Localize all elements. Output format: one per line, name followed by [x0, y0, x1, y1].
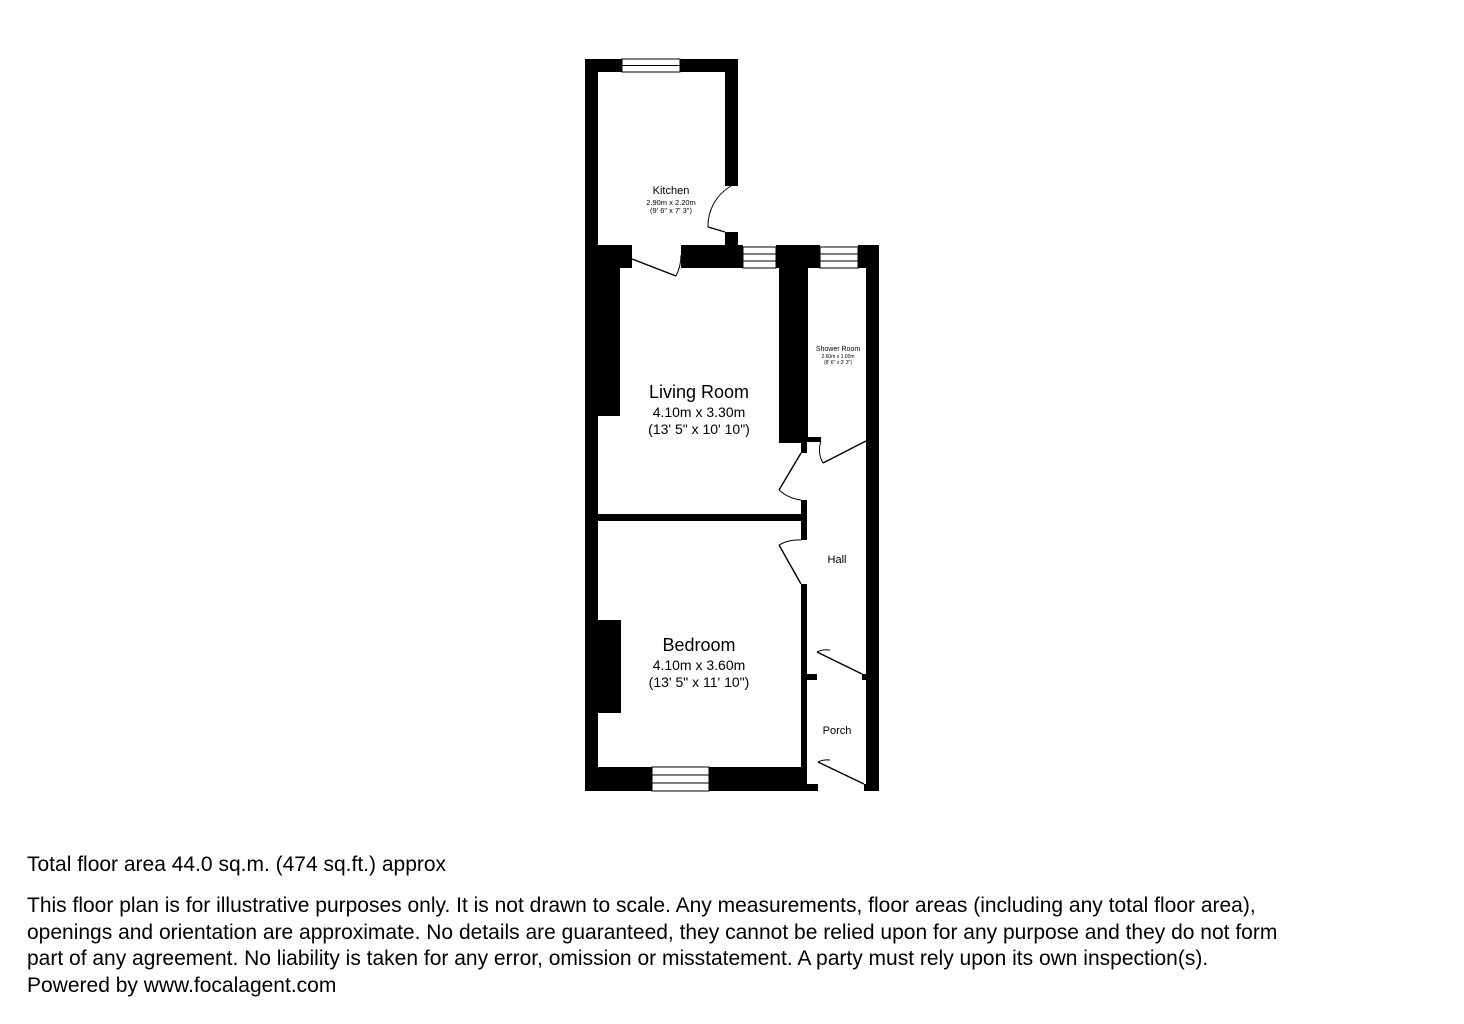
bedroom-name: Bedroom	[662, 635, 736, 655]
shower-room-window	[820, 247, 858, 268]
shower-room-door	[819, 441, 866, 463]
living-room-metric: 4.10m x 3.30m	[652, 404, 746, 420]
front-door	[818, 760, 864, 784]
shower-room-name: Shower Room	[815, 346, 861, 353]
porch-inner-door	[817, 650, 862, 674]
living-room-name: Living Room	[648, 382, 750, 402]
bedroom-imperial: (13' 5" x 11' 10")	[648, 674, 750, 690]
bedroom-metric: 4.10m x 3.60m	[652, 657, 746, 673]
kitchen-living-door	[632, 255, 681, 276]
powered-by-link[interactable]: Powered by www.focalagent.com	[27, 973, 337, 997]
disclaimer	[27, 893, 1437, 999]
disclaimer-line: This floor plan is for illustrative purposes only. It is not drawn to scale. Any measurements, floor areas (including any total floor area),	[27, 894, 1256, 917]
bedroom-window	[652, 767, 709, 791]
shower-room-metric: 2.60m x 1.00m	[821, 354, 855, 360]
kitchen-name: Kitchen	[652, 185, 690, 197]
hall-name: Hall	[827, 554, 847, 566]
disclaimer-line: openings and orientation are approximate. No details are guaranteed, they cannot be relied upon for any purpose and they do not form	[27, 920, 1278, 944]
porch-name: Porch	[822, 725, 852, 737]
living-room-door	[779, 453, 801, 500]
total-floor-area: Total floor area 44.0 sq.m. (474 sq.ft.) approx	[27, 853, 447, 876]
living-room-imperial: (13' 5" x 10' 10")	[648, 421, 750, 437]
bedroom-door	[779, 540, 801, 584]
doors	[632, 186, 866, 784]
kitchen-metric: 2.90m x 2.20m	[646, 198, 696, 207]
living-room-window	[743, 247, 776, 268]
disclaimer-line: part of any agreement. No liability is taken for any error, omission or misstatement. A party must rely upon its own inspection(s).	[27, 947, 1209, 970]
kitchen-imperial: (9' 6" x 7' 3")	[650, 206, 692, 215]
kitchen-window	[622, 59, 680, 72]
kitchen-exterior-door	[708, 186, 731, 232]
shower-room-imperial: (8' 6" x 3' 3")	[824, 360, 852, 366]
